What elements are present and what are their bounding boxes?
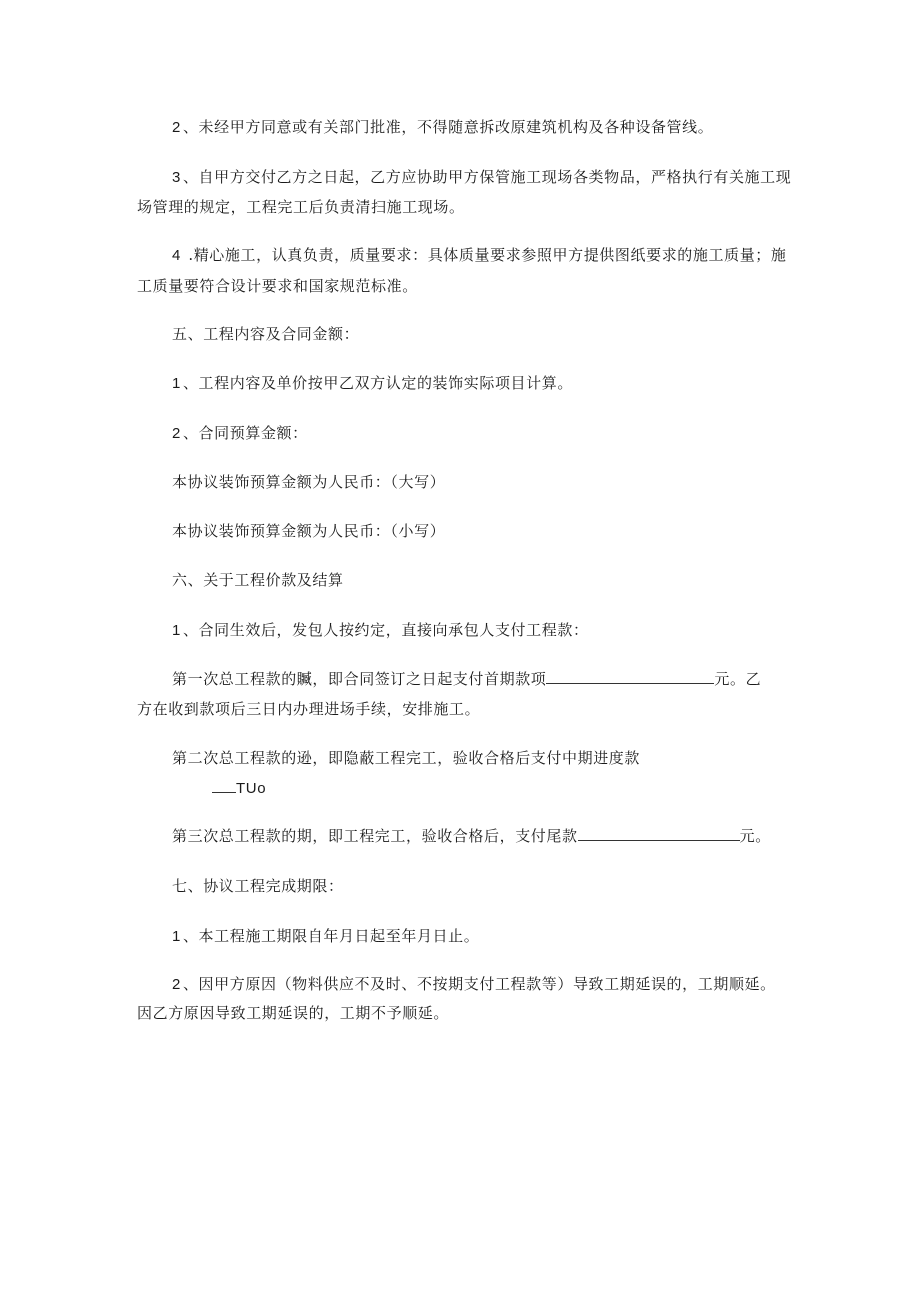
- payment-2-line-2: TUo: [212, 778, 266, 799]
- clause-text: 、工程内容及单价按甲乙双方认定的装饰实际项目计算。: [182, 374, 573, 392]
- clause-text: 场管理的规定，工程完工后负责清扫施工现场。: [137, 198, 465, 216]
- section-heading-6: 六、关于工程价款及结算: [172, 571, 344, 589]
- clause-5-2: [172, 423, 308, 444]
- final-payment-blank: [578, 826, 740, 841]
- clause-4-line-2: [137, 276, 418, 296]
- clause-text: 、合同预算金额：: [182, 424, 308, 442]
- second-payment-blank: [212, 778, 236, 793]
- clause-number: 2: [172, 425, 181, 442]
- clause-text: 、合同生效后，发包人按约定，直接向承包人支付工程款：: [182, 621, 589, 639]
- clause-text: 、本工程施工期限自年月日起至年月日止。: [182, 927, 480, 945]
- budget-lower-line: 本协议装饰预算金额为人民币：（小写）: [172, 522, 446, 540]
- clause-number: 2: [172, 119, 181, 136]
- clause-text: 、因甲方原因（物料供应不及时、不按期支付工程款等）导致工期延误的，工期顺延。: [182, 975, 776, 993]
- payment-1-line-2: 方在收到款项后三日内办理进场手续，安排施工。: [137, 700, 481, 718]
- clause-7-1: [172, 926, 479, 947]
- clause-text: 、未经甲方同意或有关部门批准，不得随意拆改原建筑机构及各种设备管线。: [182, 118, 714, 136]
- payment-1-line-1: 第一次总工程款的贓，即合同签订之日起支付首期款项 元。乙: [172, 670, 762, 688]
- section-heading-7: 七、协议工程完成期限：: [172, 877, 344, 895]
- budget-upper-line: 本协议装饰预算金额为人民币：（大写）: [172, 473, 446, 491]
- clause-number: 2: [172, 976, 181, 993]
- clause-number: 1: [172, 375, 181, 392]
- clause-number: 1: [172, 928, 181, 945]
- clause-2: [172, 117, 713, 138]
- clause-7-2-line-2: [137, 1003, 449, 1023]
- clause-number: 3: [172, 169, 181, 186]
- payment-3-line: 第三次总工程款的期，即工程完工，验收合格后，支付尾款 元。: [172, 827, 771, 845]
- clause-3-line-2: [137, 197, 465, 217]
- section-heading-5: 五、工程内容及合同金额：: [172, 325, 360, 343]
- clause-5-1: [172, 373, 573, 394]
- clause-number: 1: [172, 622, 181, 639]
- clause-number: 4: [172, 247, 181, 264]
- clause-text: .精心施工，认真负责，质量要求：具体质量要求参照甲方提供图纸要求的施工质量；施: [182, 246, 787, 264]
- first-payment-blank: [546, 669, 714, 684]
- clause-7-2-line-1: [172, 974, 776, 995]
- clause-text: 工质量要符合设计要求和国家规范标准。: [137, 277, 418, 295]
- clause-3-line-1: [172, 167, 791, 188]
- clause-6-1: [172, 620, 589, 641]
- clause-text: 因乙方原因导致工期延误的，工期不予顺延。: [137, 1004, 450, 1022]
- clause-4-line-1: [172, 245, 787, 266]
- payment-2-line-1: 第二次总工程款的逊，即隐蔽工程完工，验收合格后支付中期进度款: [172, 749, 641, 767]
- clause-text: 、自甲方交付乙方之日起，乙方应协助甲方保管施工现场各类物品，严格执行有关施工现: [182, 168, 792, 186]
